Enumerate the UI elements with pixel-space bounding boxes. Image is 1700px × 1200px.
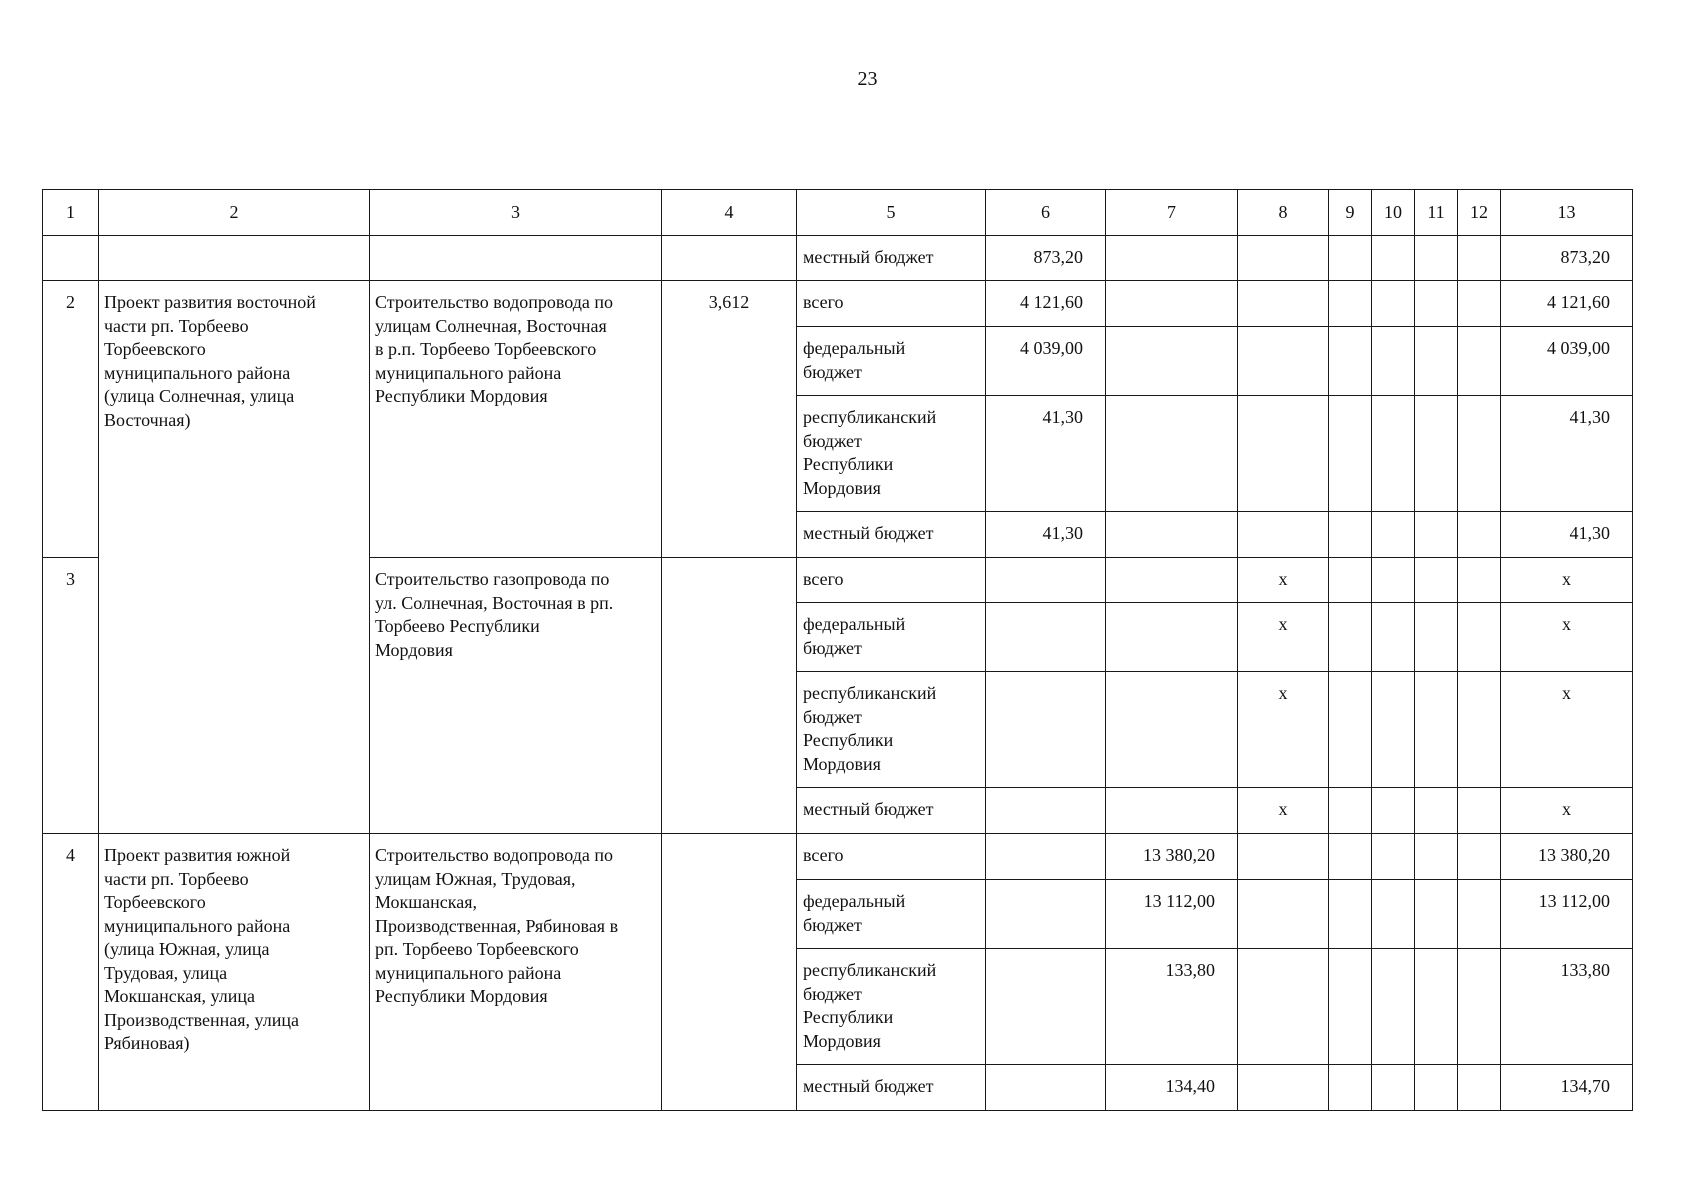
funding-source: местный бюджет — [797, 788, 986, 834]
funding-source: местный бюджет — [797, 236, 986, 281]
cell-empty — [986, 834, 1106, 880]
cell-empty — [1458, 603, 1501, 672]
cell-empty — [1372, 512, 1415, 558]
amount-col6: 41,30 — [986, 396, 1106, 512]
cell-empty — [1372, 558, 1415, 603]
amount-col7: 133,80 — [1106, 949, 1238, 1065]
cell-empty — [1415, 949, 1458, 1065]
amount-col7: 134,40 — [1106, 1065, 1238, 1111]
funding-source: федеральный бюджет — [797, 327, 986, 396]
amount-col13: 41,30 — [1501, 396, 1633, 512]
amount-col8: x — [1238, 672, 1329, 788]
row-number: 4 — [43, 834, 99, 1111]
column-number: 4 — [662, 190, 797, 236]
cell-empty — [1415, 558, 1458, 603]
row-number: 3 — [43, 558, 99, 834]
table-row — [43, 834, 1633, 880]
column-number: 8 — [1238, 190, 1329, 236]
column-number: 1 — [43, 190, 99, 236]
cell-empty — [1415, 603, 1458, 672]
amount-col8: x — [1238, 558, 1329, 603]
cell-empty — [1329, 672, 1372, 788]
cell-empty — [1106, 396, 1238, 512]
cell-empty — [1458, 834, 1501, 880]
cell-empty — [986, 603, 1106, 672]
cell-empty — [1106, 327, 1238, 396]
funding-source: всего — [797, 558, 986, 603]
amount-col8: x — [1238, 603, 1329, 672]
funding-source: республиканский бюджет Республики Мордовия — [797, 672, 986, 788]
cell-empty — [986, 880, 1106, 949]
cell-empty — [1372, 672, 1415, 788]
cell-empty — [1238, 236, 1329, 281]
cell-empty — [1238, 834, 1329, 880]
cell-empty — [1329, 834, 1372, 880]
cell-empty — [1372, 236, 1415, 281]
amount-col13: 41,30 — [1501, 512, 1633, 558]
cell-empty — [1372, 788, 1415, 834]
cell-empty — [1372, 327, 1415, 396]
cell-empty — [986, 672, 1106, 788]
column-number: 12 — [1458, 190, 1501, 236]
column-number: 7 — [1106, 190, 1238, 236]
cell-empty — [1238, 949, 1329, 1065]
page-number: 23 — [857, 68, 878, 90]
column-number: 3 — [370, 190, 662, 236]
cell-empty — [1238, 880, 1329, 949]
cell-empty — [1238, 281, 1329, 327]
amount-col6: 41,30 — [986, 512, 1106, 558]
amount-col6: 873,20 — [986, 236, 1106, 281]
cell-empty — [1329, 558, 1372, 603]
amount-col6: 4 039,00 — [986, 327, 1106, 396]
amount-col7: 13 112,00 — [1106, 880, 1238, 949]
cell-empty — [1415, 1065, 1458, 1111]
column-number: 2 — [99, 190, 370, 236]
cell-empty — [1329, 327, 1372, 396]
cell-empty — [662, 558, 797, 834]
amount-col13: 133,80 — [1501, 949, 1633, 1065]
cell-empty — [1329, 512, 1372, 558]
financing-table — [42, 189, 1633, 1111]
column-number: 6 — [986, 190, 1106, 236]
cell-empty — [1238, 512, 1329, 558]
funding-source: местный бюджет — [797, 1065, 986, 1111]
cell-empty — [1372, 880, 1415, 949]
column-number: 13 — [1501, 190, 1633, 236]
amount-col13: 134,70 — [1501, 1065, 1633, 1111]
cell-empty — [1458, 327, 1501, 396]
cell-empty — [1372, 1065, 1415, 1111]
funding-source: федеральный бюджет — [797, 880, 986, 949]
cell-empty — [1238, 396, 1329, 512]
cell-empty — [1415, 327, 1458, 396]
cell-empty — [1458, 788, 1501, 834]
work-description: Строительство водопровода по улицам Солнечная, Восточная в р.п. Торбеево Торбеевского муниципального района Республики Мордовия — [370, 281, 662, 558]
cell-empty — [662, 236, 797, 281]
amount-col8: x — [1238, 788, 1329, 834]
cell-empty — [662, 834, 797, 1111]
funding-source: всего — [797, 834, 986, 880]
cell-empty — [1329, 880, 1372, 949]
cell-empty — [1106, 512, 1238, 558]
cell-empty — [1458, 672, 1501, 788]
amount-col13: 873,20 — [1501, 236, 1633, 281]
column-number: 9 — [1329, 190, 1372, 236]
cell-empty — [1329, 788, 1372, 834]
cell-empty — [1106, 236, 1238, 281]
amount-col13: x — [1501, 603, 1633, 672]
cell-empty — [1372, 396, 1415, 512]
cell-empty — [1329, 949, 1372, 1065]
cell-empty — [1458, 236, 1501, 281]
funding-source: республиканский бюджет Республики Мордовия — [797, 396, 986, 512]
cell-empty — [1415, 396, 1458, 512]
cell-empty — [1458, 949, 1501, 1065]
amount-col13: 4 039,00 — [1501, 327, 1633, 396]
cell-empty — [1238, 327, 1329, 396]
amount-col6: 4 121,60 — [986, 281, 1106, 327]
cell-empty — [1106, 788, 1238, 834]
cell-empty — [1106, 558, 1238, 603]
funding-source: всего — [797, 281, 986, 327]
column-number: 11 — [1415, 190, 1458, 236]
cell-empty — [1458, 512, 1501, 558]
cell-empty — [1415, 512, 1458, 558]
row-number: 2 — [43, 281, 99, 558]
cell-empty — [1238, 1065, 1329, 1111]
cell-empty — [43, 236, 99, 281]
funding-source: местный бюджет — [797, 512, 986, 558]
work-description: Строительство водопровода по улицам Южная, Трудовая, Мокшанская, Производственная, Рябиновая в рп. Торбеево Торбеевского муниципального района Республики Мордовия — [370, 834, 662, 1111]
cell-empty — [1372, 281, 1415, 327]
project-name: Проект развития южной части рп. Торбеево Торбеевского муниципального района (улица Южная, улица Трудовая, улица Мокшанская, улица Производственная, улица Рябиновая) — [99, 834, 370, 1111]
work-description: Строительство газопровода по ул. Солнечная, Восточная в рп. Торбеево Республики Мордовия — [370, 558, 662, 834]
cell-empty — [1458, 281, 1501, 327]
amount-col13: 13 112,00 — [1501, 880, 1633, 949]
cell-empty — [1458, 558, 1501, 603]
cell-empty — [1415, 834, 1458, 880]
project-name: Проект развития восточной части рп. Торбеево Торбеевского муниципального района (улица Солнечная, улица Восточная) — [99, 281, 370, 834]
funding-source: федеральный бюджет — [797, 603, 986, 672]
cell-empty — [1415, 880, 1458, 949]
cell-empty — [1329, 396, 1372, 512]
cell-empty — [99, 236, 370, 281]
table-row — [43, 281, 1633, 327]
cell-empty — [1372, 949, 1415, 1065]
column-number-row — [43, 190, 1633, 236]
cell-empty — [1372, 834, 1415, 880]
cell-empty — [986, 1065, 1106, 1111]
cell-empty — [1106, 672, 1238, 788]
cell-empty — [1415, 236, 1458, 281]
cell-empty — [1329, 1065, 1372, 1111]
cell-empty — [986, 788, 1106, 834]
length-value: 3,612 — [662, 281, 797, 558]
amount-col7: 13 380,20 — [1106, 834, 1238, 880]
cell-empty — [370, 236, 662, 281]
amount-col13: x — [1501, 558, 1633, 603]
amount-col13: x — [1501, 672, 1633, 788]
cell-empty — [1329, 281, 1372, 327]
column-number: 5 — [797, 190, 986, 236]
amount-col13: 13 380,20 — [1501, 834, 1633, 880]
cell-empty — [1458, 880, 1501, 949]
cell-empty — [1329, 236, 1372, 281]
table-row — [43, 236, 1633, 281]
cell-empty — [986, 949, 1106, 1065]
amount-col13: x — [1501, 788, 1633, 834]
amount-col13: 4 121,60 — [1501, 281, 1633, 327]
cell-empty — [1329, 603, 1372, 672]
cell-empty — [986, 558, 1106, 603]
funding-source: республиканский бюджет Республики Мордовия — [797, 949, 986, 1065]
cell-empty — [1106, 603, 1238, 672]
cell-empty — [1106, 281, 1238, 327]
cell-empty — [1415, 281, 1458, 327]
cell-empty — [1458, 1065, 1501, 1111]
column-number: 10 — [1372, 190, 1415, 236]
cell-empty — [1415, 672, 1458, 788]
cell-empty — [1372, 603, 1415, 672]
cell-empty — [1415, 788, 1458, 834]
cell-empty — [1458, 396, 1501, 512]
